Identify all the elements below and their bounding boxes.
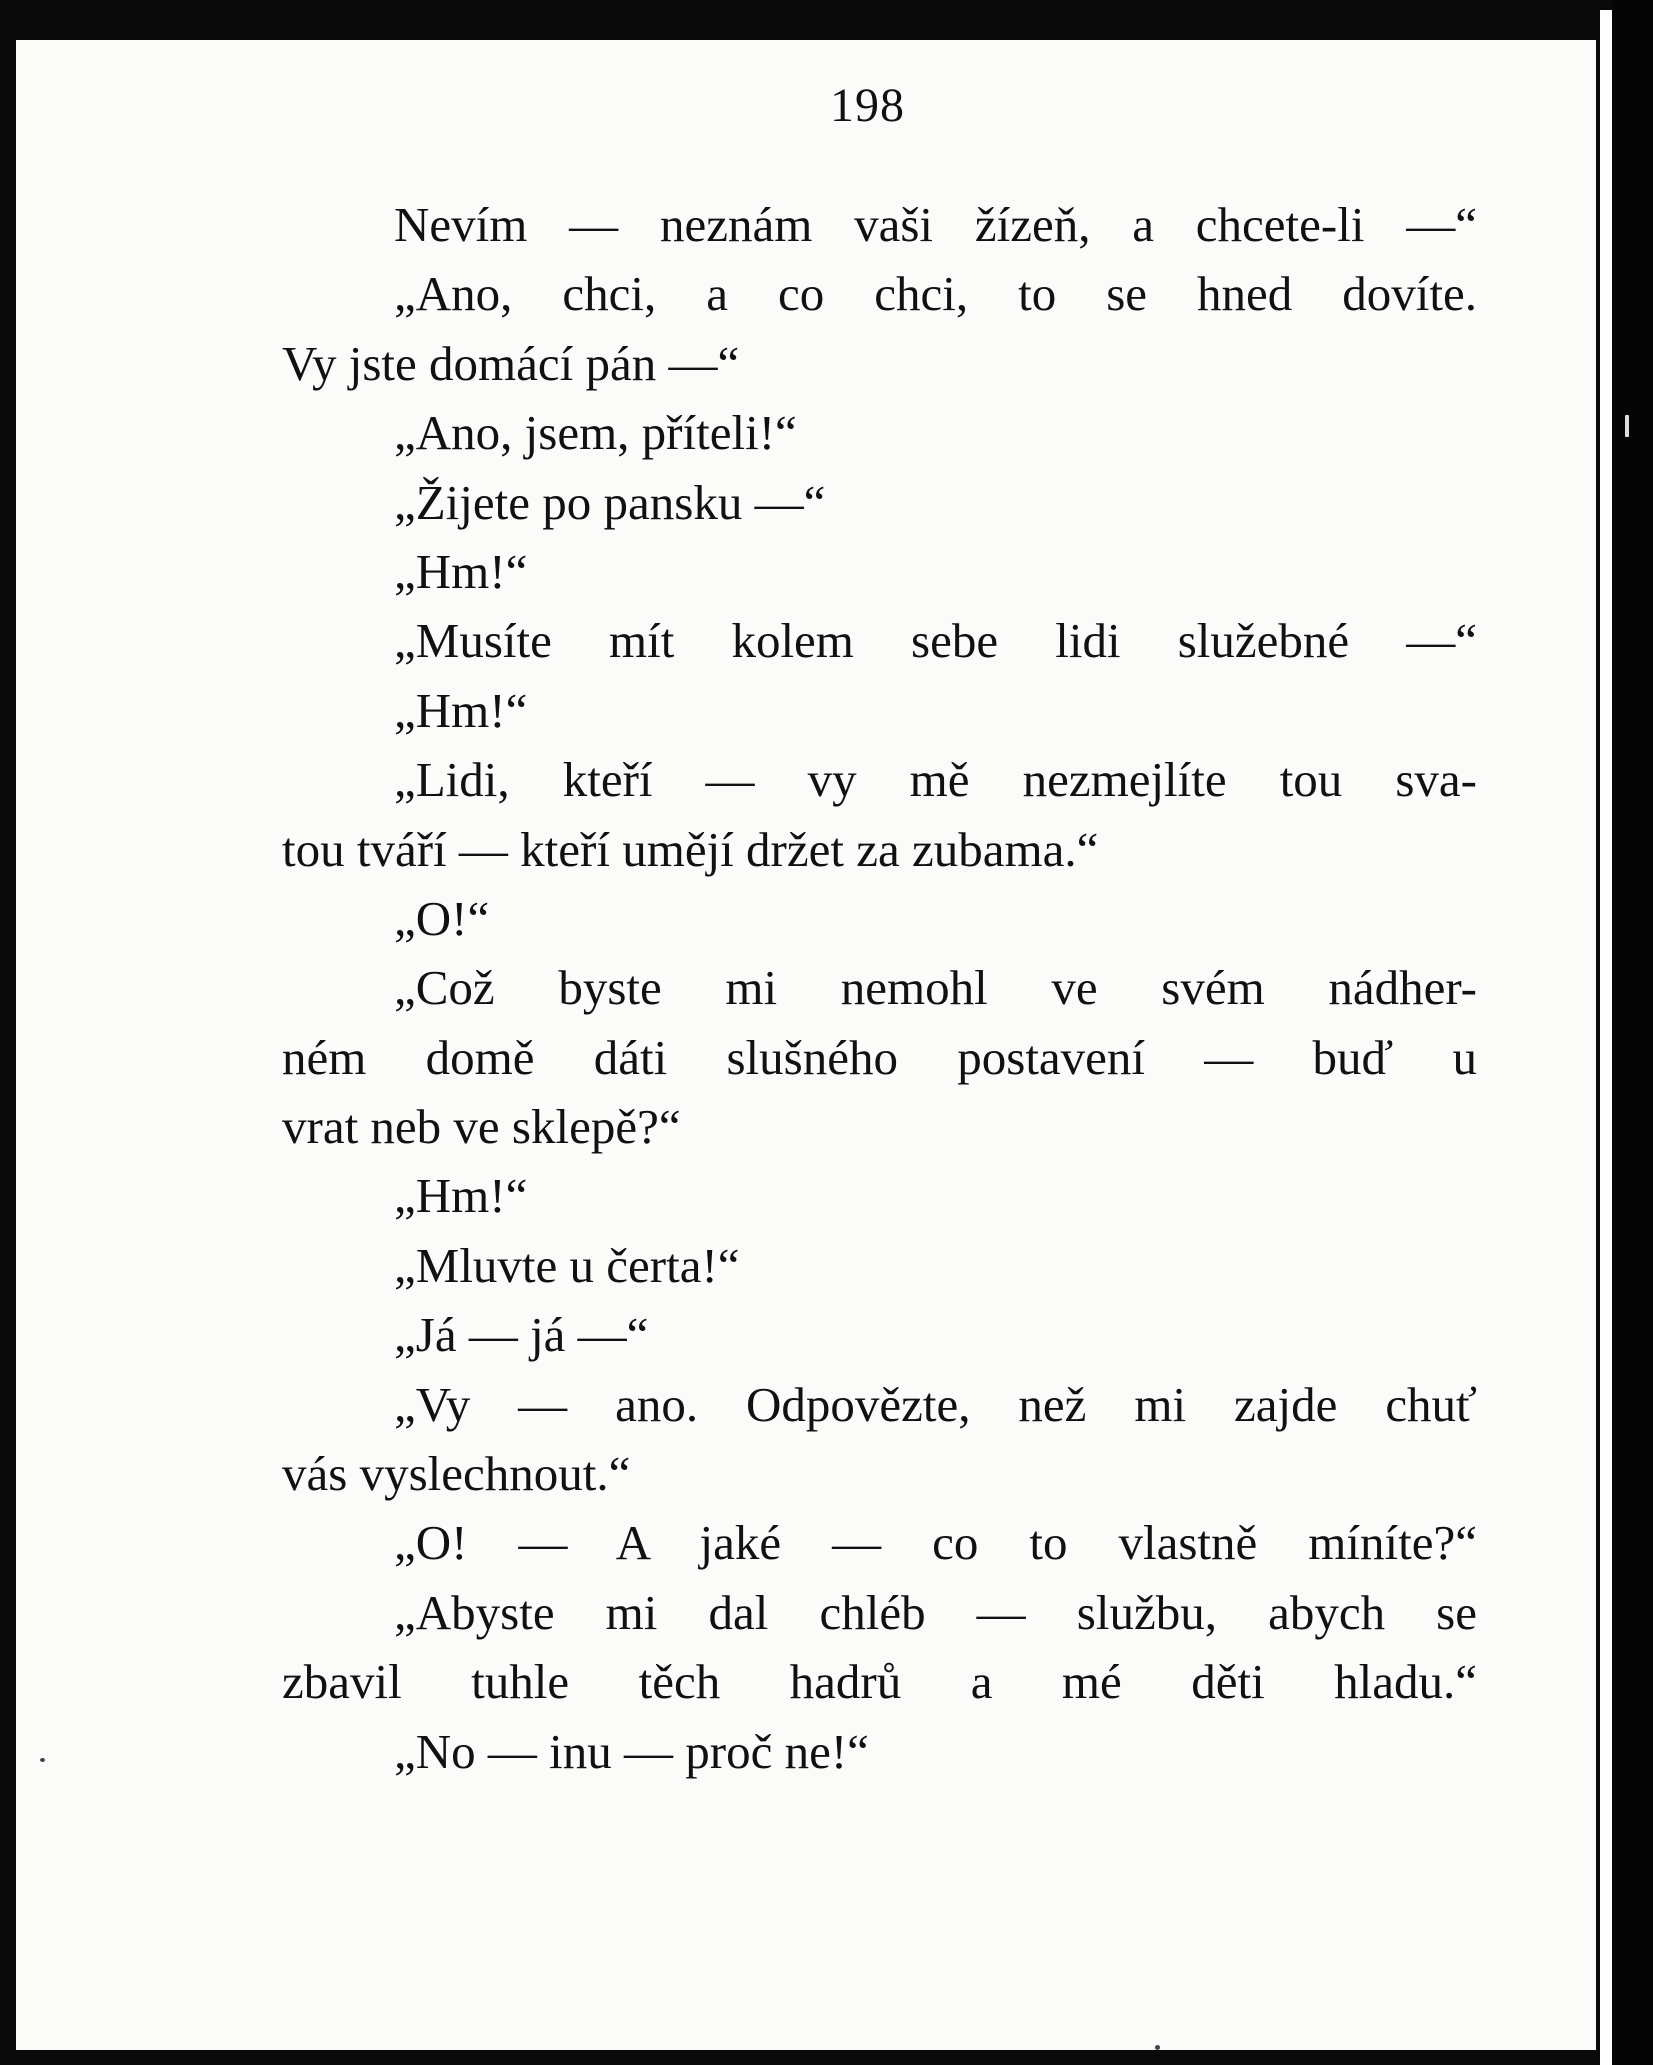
text-line: „Já — já —“ (394, 1307, 649, 1363)
text-line: tou tváří — kteří umějí držet za zubama.“ (282, 821, 1099, 877)
text-line: „No — inu — proč ne!“ (394, 1723, 869, 1779)
page-number: 198 (830, 79, 905, 132)
text-line: „Musíte mít kolem sebe lidi služebné —“ (394, 613, 1477, 669)
text-line: „Žijete po pansku —“ (394, 474, 826, 530)
page-edge (1600, 10, 1612, 2065)
text-line: „O!“ (394, 890, 490, 946)
text-line: „O! — A jaké — co to vlastně míníte?“ (394, 1515, 1477, 1571)
scan-border (1612, 0, 1653, 2065)
text-line: „Hm!“ (394, 682, 528, 738)
text-line: „Ano, chci, a co chci, to se hned dovíte. (394, 266, 1477, 322)
body-text (282, 190, 1477, 1786)
text-line: „Ano, jsem, příteli!“ (394, 405, 797, 461)
text-line: vrat neb ve sklepě?“ (282, 1099, 681, 1155)
text-line: ném domě dáti slušného postavení — buď u (282, 1029, 1477, 1085)
scan-speck (1155, 2045, 1160, 2050)
scan-speck (1625, 415, 1629, 437)
text-line: vás vyslechnout.“ (282, 1446, 631, 1502)
text-line: „Mluvte u čerta!“ (394, 1237, 740, 1293)
text-line: Vy jste domácí pán —“ (282, 335, 740, 391)
text-line: „Což byste mi nemohl ve svém nádher- (394, 960, 1477, 1016)
text-line: „Lidi, kteří — vy mě nezmejlíte tou sva- (394, 752, 1477, 808)
text-line: „Abyste mi dal chléb — službu, abych se (394, 1584, 1477, 1640)
scan-speck (40, 1758, 45, 1762)
text-line: „Vy — ano. Odpovězte, než mi zajde chuť (394, 1376, 1477, 1432)
text-line: Nevím — neznám vaši žízeň, a chcete-li —“ (394, 197, 1477, 252)
text-line: zbavil tuhle těch hadrů a mé děti hladu.“ (282, 1654, 1477, 1710)
text-line: „Hm!“ (394, 1168, 528, 1224)
text-line: „Hm!“ (394, 543, 528, 599)
